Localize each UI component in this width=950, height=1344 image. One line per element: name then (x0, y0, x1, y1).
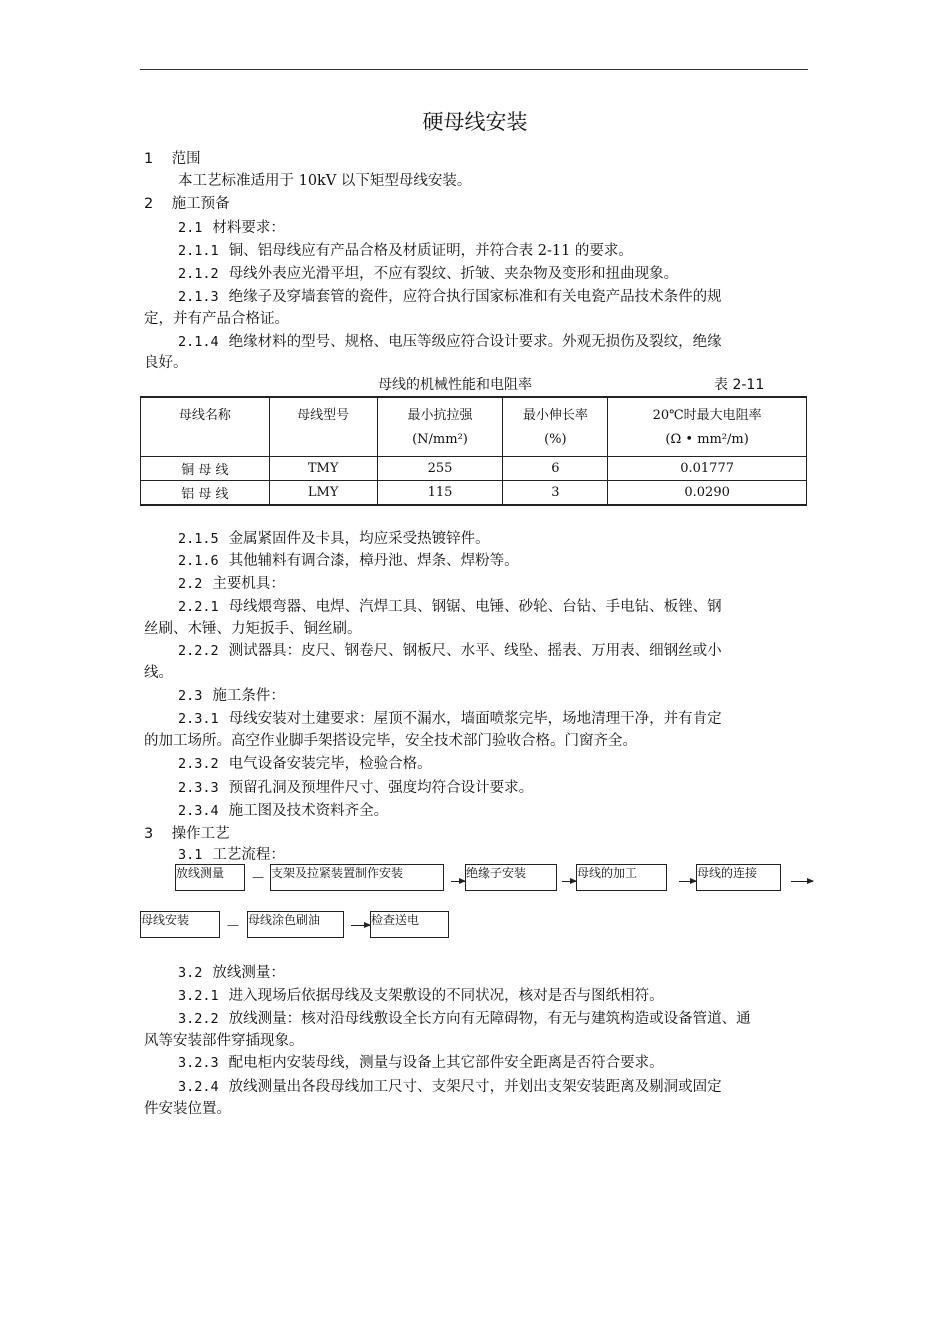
para-3-2-3 (178, 1053, 664, 1073)
flow-step-connection: 母线的连接 (696, 864, 781, 891)
header-line: 20℃时最大电阻率 (652, 408, 762, 423)
cell-name: 铜 母 线 (141, 457, 270, 481)
para-text: 预留孔洞及预埋件尺寸、强度均符合设计要求。 (228, 780, 534, 796)
para-number: 2.1.6 (178, 553, 219, 569)
para-3-2-4 (178, 1077, 722, 1097)
cell-model: LMY (269, 481, 377, 506)
para-number: 3.2 (178, 965, 203, 981)
table-header-row (141, 397, 807, 457)
para-text: 工艺流程： (212, 847, 285, 863)
para-text: 其他辅料有调合漆，樟丹池、焊条、焊粉等。 (228, 553, 519, 569)
flow-step-inspection: 检查送电 (370, 911, 449, 938)
section-2-heading (144, 194, 230, 214)
flow-step-processing: 母线的加工 (576, 864, 667, 891)
para-2-1-6 (178, 551, 519, 571)
para-text: 母线煨弯器、电焊、汽焊工具、钢锯、电锤、砂轮、台钻、手电钻、板锉、钢 (228, 599, 722, 615)
para-number: 2.3 (178, 688, 203, 704)
flow-arrow (562, 881, 576, 882)
para-number: 3.1 (178, 847, 203, 863)
page-title: 硬母线安装 (422, 110, 528, 134)
cell-name: 铝 母 线 (141, 481, 270, 506)
para-number: 2.2.2 (178, 643, 219, 659)
cell-tensile: 115 (377, 481, 503, 506)
para-number: 2.1.5 (178, 531, 219, 547)
header-line: 母线型号 (297, 408, 350, 423)
para-number: 3.2.4 (178, 1079, 219, 1095)
cell-elongation: 3 (503, 481, 608, 506)
para-2-3-4 (178, 801, 388, 821)
para-2-1-3-cont: 定，并有产品合格证。 (144, 311, 289, 327)
cell-model: TMY (269, 457, 377, 481)
header-unit: (N/mm²) (412, 432, 468, 447)
para-2-1-4-cont: 良好。 (144, 355, 188, 371)
para-2-3-1 (178, 709, 722, 729)
para-number: 2.3.2 (178, 756, 219, 772)
para-text: 电气设备安装完毕，检验合格。 (228, 756, 432, 772)
para-number: 2.3.1 (178, 711, 219, 727)
header-line: 母线名称 (178, 408, 231, 423)
table-caption: 母线的机械性能和电阻率 (378, 377, 532, 393)
para-text: 母线外表应光滑平坦，不应有裂纹、折皱、夹杂物及变形和扭曲现象。 (228, 266, 679, 282)
para-2-1-2 (178, 264, 678, 284)
para-text: 放线测量出各段母线加工尺寸、支架尺寸，并划出支架安装距离及剔洞或固定 (228, 1079, 722, 1095)
table-row (141, 457, 807, 481)
para-2-2-2-cont: 线。 (144, 665, 173, 681)
para-2-3 (178, 686, 285, 706)
cell-resistivity: 0.01777 (608, 457, 807, 481)
cell-tensile: 255 (377, 457, 503, 481)
header-unit: (Ω • mm²/m) (665, 432, 749, 447)
para-number: 2.3.4 (178, 803, 219, 819)
para-3-2-4-cont: 件安装位置。 (144, 1101, 231, 1117)
para-text: 放线测量： (212, 965, 285, 981)
para-number: 3.2.2 (178, 1011, 219, 1027)
para-text: 主要机具： (212, 576, 285, 592)
para-3-2-2 (178, 1009, 751, 1029)
flow-step-painting: 母线涂色刷油 (247, 911, 344, 938)
para-text: 配电柜内安装母线，测量与设备上其它部件安全距离是否符合要求。 (228, 1055, 664, 1071)
para-2-3-3 (178, 778, 533, 798)
section-title: 操作工艺 (171, 826, 230, 842)
para-3-2-2-cont: 风等安装部件穿插现象。 (144, 1033, 304, 1049)
header-line: 最小伸长率 (522, 408, 588, 423)
para-text: 金属紧固件及卡具，均应采受热镀锌件。 (228, 531, 490, 547)
flow-connector: — (227, 918, 239, 932)
para-number: 3.2.3 (178, 1055, 219, 1071)
cell-resistivity: 0.0290 (608, 481, 807, 506)
para-text: 铜、铝母线应有产品合格及材质证明，并符合表 2-11 的要求。 (228, 243, 633, 259)
section-number: 1 (144, 151, 154, 167)
table-label: 表 2-11 (714, 377, 765, 393)
para-number: 2.1 (178, 220, 203, 236)
para-2-2-1 (178, 597, 722, 617)
table-row (141, 481, 807, 506)
flow-arrow (451, 881, 465, 882)
para-number: 2.1.1 (178, 243, 219, 259)
flow-arrow (791, 881, 813, 882)
header-line: 最小抗拉强 (407, 408, 473, 423)
flow-arrow (679, 881, 696, 882)
para-number: 2.1.4 (178, 334, 219, 350)
para-text: 放线测量：核对沿母线敷设全长方向有无障碍物，有无与建筑构造或设备管道、通 (228, 1011, 751, 1027)
para-text: 施工条件： (212, 688, 285, 704)
header-cell (377, 397, 503, 457)
cell-elongation: 6 (503, 457, 608, 481)
para-2-1-3 (178, 287, 722, 307)
para-text: 绝缘子及穿墙套管的瓷件，应符合执行国家标准和有关电瓷产品技术条件的规 (228, 289, 722, 305)
para-number: 2.2.1 (178, 599, 219, 615)
para-2-2 (178, 574, 285, 594)
para-text: 施工图及技术资料齐全。 (228, 803, 389, 819)
header-cell (269, 397, 377, 457)
para-3-2 (178, 963, 285, 983)
scope-text: 本工艺标准适用于 10kV 以下矩型母线安装。 (178, 173, 472, 189)
para-2-2-2 (178, 641, 722, 661)
header-unit: (%) (544, 432, 567, 447)
flow-step-survey: 放线测量 (175, 864, 245, 891)
flow-step-insulator: 绝缘子安装 (465, 864, 557, 891)
flow-connector: — (252, 870, 264, 884)
header-cell (141, 397, 270, 457)
header-cell (608, 397, 807, 457)
para-text: 材料要求： (212, 220, 285, 236)
flow-step-install: 母线安装 (140, 911, 220, 938)
para-number: 3.2.1 (178, 988, 219, 1004)
section-number: 3 (144, 826, 154, 842)
para-number: 2.1.3 (178, 289, 219, 305)
section-number: 2 (144, 196, 154, 212)
para-text: 母线安装对土建要求：屋顶不漏水，墙面喷浆完毕，场地清理干净，并有肯定 (228, 711, 722, 727)
para-number: 2.3.3 (178, 780, 219, 796)
header-cell (503, 397, 608, 457)
para-number: 2.1.2 (178, 266, 219, 282)
section-title: 范围 (171, 151, 201, 167)
para-2-2-1-cont: 丝刷、木锤、力矩扳手、铜丝刷。 (144, 621, 362, 637)
section-1-heading (144, 149, 201, 169)
flow-arrow (351, 925, 370, 926)
section-title: 施工预备 (171, 196, 230, 212)
para-2-1-5 (178, 529, 490, 549)
properties-table (140, 396, 807, 506)
para-2-1 (178, 218, 285, 238)
para-text: 进入现场后依据母线及支架敷设的不同状况，核对是否与图纸相符。 (228, 988, 664, 1004)
section-3-heading (144, 824, 230, 844)
para-text: 测试器具：皮尺、钢卷尺、钢板尺、水平、线坠、摇表、万用表、细钢丝或小 (228, 643, 722, 659)
flow-step-bracket: 支架及拉紧装置制作安装 (270, 864, 444, 891)
para-2-1-4 (178, 332, 722, 352)
para-2-3-1-cont: 的加工场所。高空作业脚手架搭设完毕，安全技术部门验收合格。门窗齐全。 (144, 733, 637, 749)
para-3-1 (178, 845, 285, 865)
para-text: 绝缘材料的型号、规格、电压等级应符合设计要求。外观无损伤及裂纹，绝缘 (228, 334, 722, 350)
para-2-3-2 (178, 754, 432, 774)
para-number: 2.2 (178, 576, 203, 592)
header-rule (140, 69, 808, 70)
para-3-2-1 (178, 986, 664, 1006)
para-2-1-1 (178, 241, 633, 261)
